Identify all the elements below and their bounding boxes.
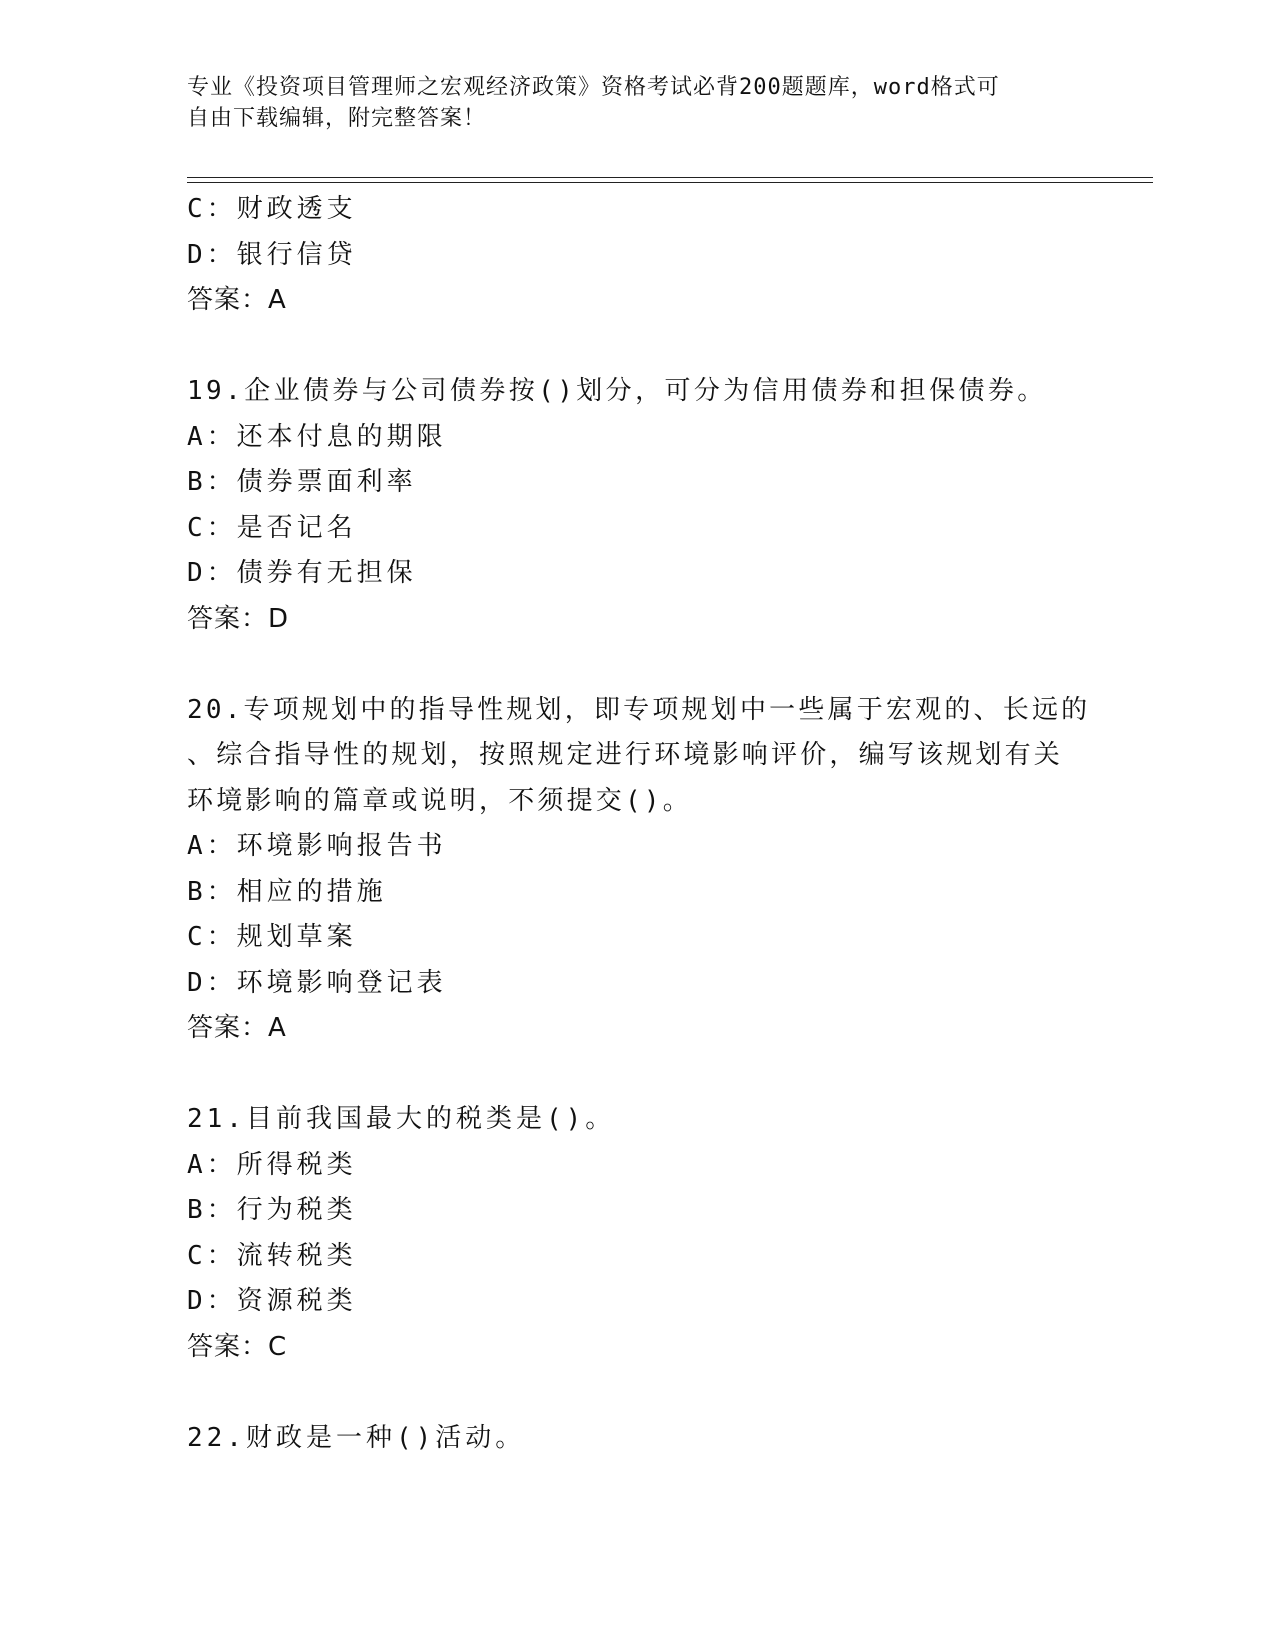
header-line-1: 专业《投资项目管理师之宏观经济政策》资格考试必背200题题库，word格式可 <box>187 75 1000 100</box>
option-b: B：债券票面利率 <box>187 467 417 497</box>
spacer <box>187 324 1087 370</box>
question-text-line-3: 环境影响的篇章或说明，不须提交()。 <box>187 785 692 816</box>
option-d: D：银行信贷 <box>187 239 357 270</box>
question-text: 21.目前我国最大的税类是()。 <box>187 1104 616 1134</box>
answer-line: 答案：C <box>187 1331 288 1362</box>
spacer <box>187 1370 1087 1416</box>
spacer <box>187 1052 1087 1098</box>
question-20 <box>187 688 1091 1052</box>
option-a: A：环境影响报告书 <box>187 831 447 861</box>
option-c: C：流转税类 <box>187 1240 357 1271</box>
option-a: A：还本付息的期限 <box>187 421 447 452</box>
question-text: 19.企业债券与公司债券按()划分，可分为信用债券和担保债券。 <box>187 376 1047 406</box>
page-header <box>187 72 1067 134</box>
spacer <box>187 642 1087 688</box>
option-b: B：相应的措施 <box>187 876 387 907</box>
question-text-line-1: 20.专项规划中的指导性规划，即专项规划中一些属于宏观的、长远的 <box>187 694 1091 725</box>
header-divider-bottom <box>187 182 1153 183</box>
question-text: 22.财政是一种()活动。 <box>187 1422 526 1453</box>
question-19 <box>187 369 1087 642</box>
header-line-2: 自由下载编辑，附完整答案！ <box>187 106 487 131</box>
answer-line: 答案：D <box>187 603 290 634</box>
option-c: C：是否记名 <box>187 512 357 543</box>
option-d: D：环境影响登记表 <box>187 967 447 998</box>
question-text-line-2: 、综合指导性的规划，按照规定进行环境影响评价，编写该规划有关 <box>187 740 1064 770</box>
option-d: D：债券有无担保 <box>187 558 417 588</box>
option-c: C：规划草案 <box>187 922 357 952</box>
option-d: D：资源税类 <box>187 1286 357 1316</box>
header-divider-top <box>187 177 1153 178</box>
question-list <box>187 187 1091 1461</box>
option-c: C：财政透支 <box>187 194 357 224</box>
answer-line: 答案：A <box>187 1013 287 1043</box>
question-21 <box>187 1097 1087 1370</box>
option-a: A：所得税类 <box>187 1149 357 1180</box>
answer-line: 答案：A <box>187 285 287 315</box>
question-22 <box>187 1416 1087 1462</box>
question-18-continued <box>187 187 1087 324</box>
option-b: B：行为税类 <box>187 1195 357 1225</box>
